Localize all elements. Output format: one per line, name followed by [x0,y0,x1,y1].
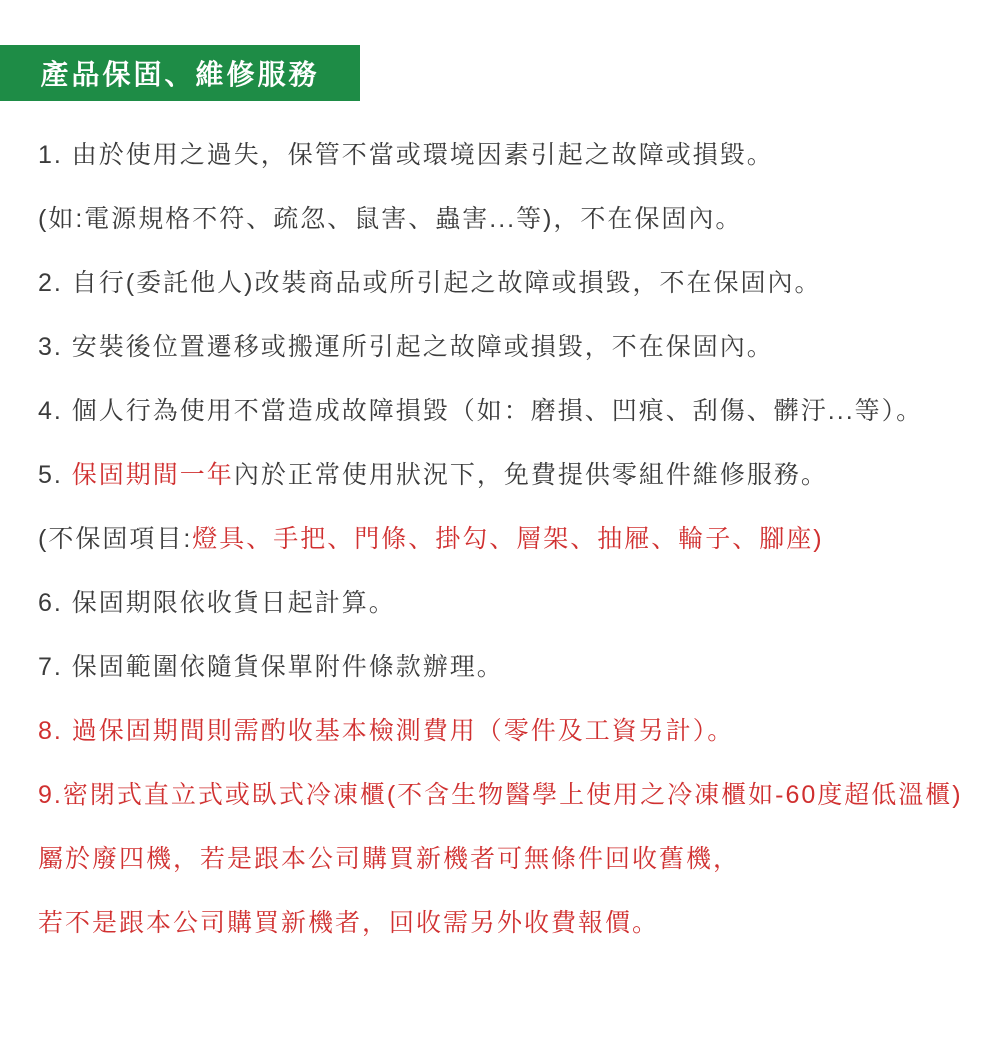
text-segment: 屬於廢四機，若是跟本公司購買新機者可無條件回收舊機， [38,845,741,873]
page [0,45,1000,1045]
text-segment: 7. 保固範圍依隨貨保單附件條款辦理。 [38,653,504,681]
text-segment: 2. 自行(委託他人)改裝商品或所引起之故障或損毀，不在保固內。 [38,269,822,297]
text-segment: 1. 由於使用之過失，保管不當或環境因素引起之故障或損毀。 [38,141,774,169]
terms-line [38,651,980,683]
terms-line [38,267,980,299]
terms-line [38,587,980,619]
terms-line [38,331,980,363]
terms-line [38,907,980,939]
text-segment: 3. 安裝後位置遷移或搬運所引起之故障或損毀，不在保固內。 [38,333,774,361]
text-segment: 6. 保固期限依收貨日起計算。 [38,589,396,617]
text-segment: 保固期間一年 [71,461,234,489]
text-segment: (不保固項目: [38,525,193,553]
text-segment: 若不是跟本公司購買新機者，回收需另外收費報價。 [38,909,660,937]
text-segment: 8. 過保固期間則需酌收基本檢測費用（零件及工資另計）。 [38,717,735,745]
text-segment: (如:電源規格不符、疏忽、鼠害、蟲害...等)，不在保固內。 [38,205,743,233]
terms-list [38,139,980,939]
text-segment: 9.密閉式直立式或臥式冷凍櫃(不含生物醫學上使用之冷凍櫃如-60度超低溫櫃) [38,781,963,809]
section-title-badge [0,45,360,101]
terms-line [38,395,980,427]
page-title: 產品保固、維修服務 [40,59,320,90]
text-segment: 5. [38,461,72,489]
terms-line [38,843,980,875]
terms-line [38,139,980,171]
terms-line [38,715,980,747]
terms-line [38,459,980,491]
text-segment: 內於正常使用狀況下，免費提供零組件維修服務。 [233,461,828,489]
terms-line [38,203,980,235]
terms-line [38,779,980,811]
text-segment: 燈具、手把、門條、掛勾、層架、抽屜、輪子、腳座) [192,525,824,553]
terms-line [38,523,980,555]
text-segment: 4. 個人行為使用不當造成故障損毀（如：磨損、凹痕、刮傷、髒汙...等）。 [38,397,924,425]
